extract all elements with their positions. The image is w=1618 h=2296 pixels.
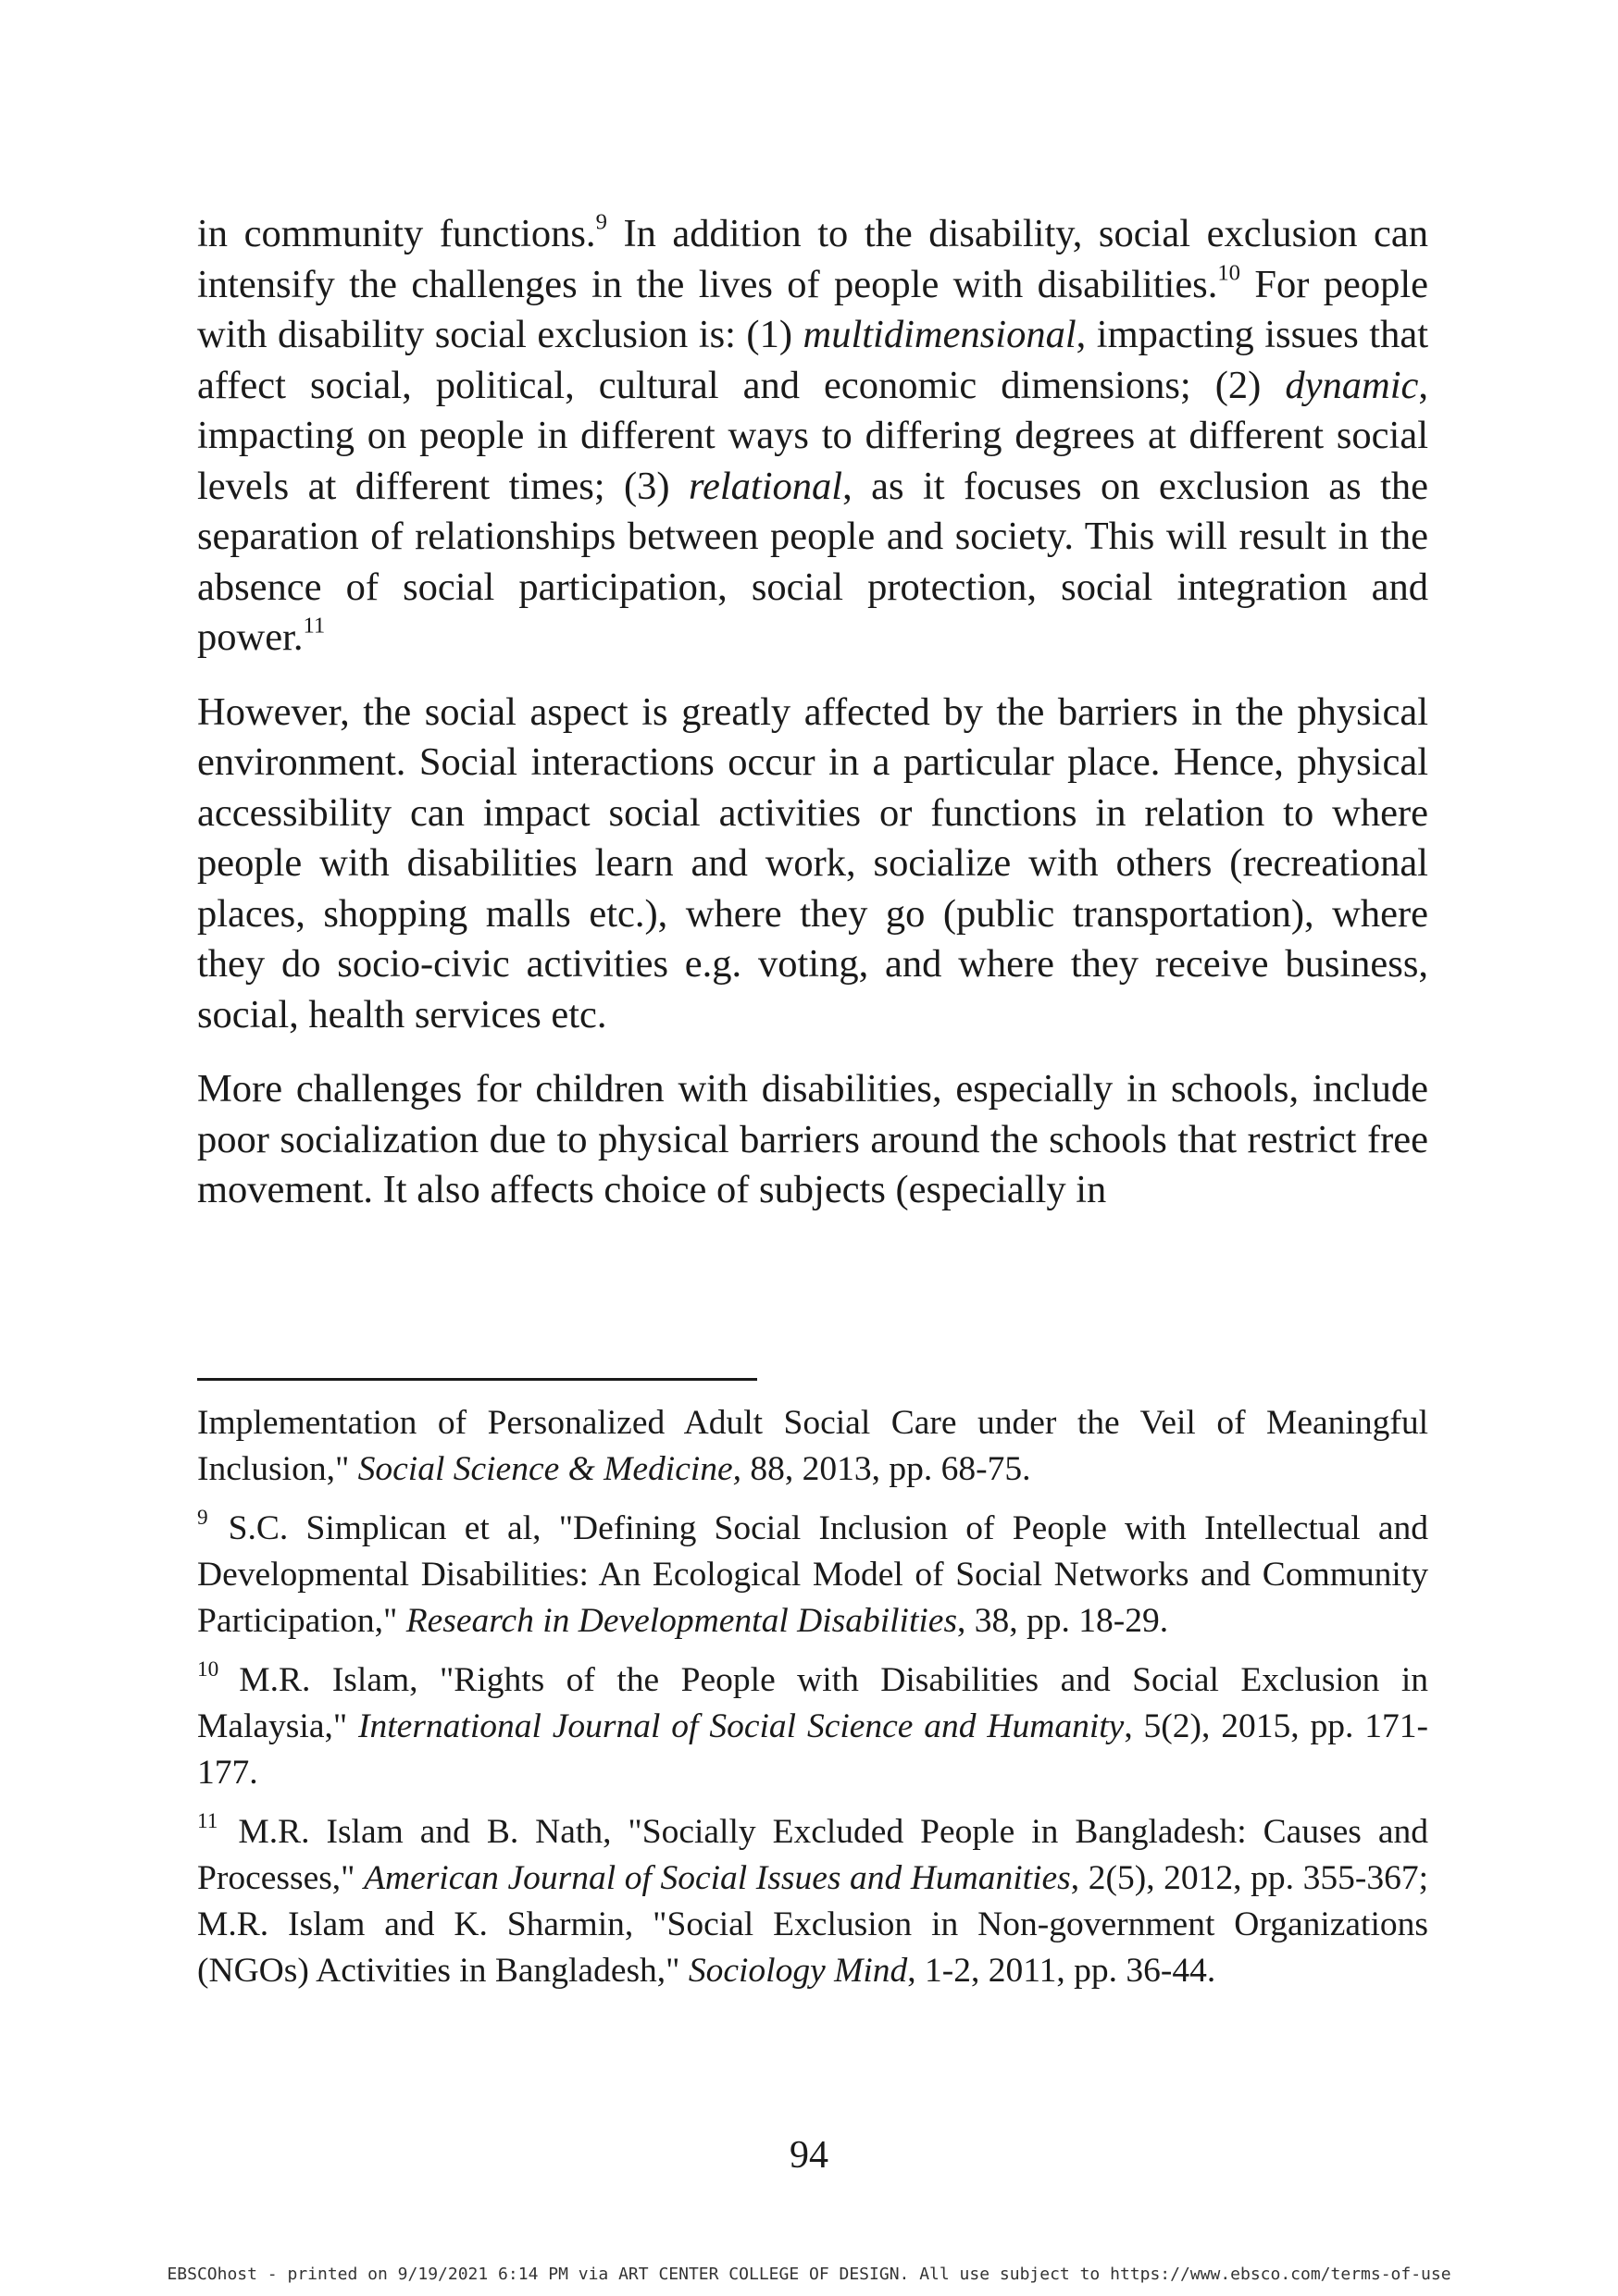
footnote-separator: [197, 1378, 757, 1381]
footnote-text: , 5(2), 2015, pp. 171-177.: [197, 1707, 1428, 1792]
footnote-text: , 2(5), 2012, pp. 355-367; M.R. Islam and K. Sharmin, "Social Exclusion in Non-government Organizations (NGOs) Activities in Bangladesh,": [197, 1859, 1428, 1990]
footnotes: [197, 1400, 1428, 2007]
footnote-text: M.R. Islam and B. Nath, "Socially Excluded People in Bangladesh: Causes and Processes,": [197, 1813, 1428, 1897]
footnote-9: [197, 1506, 1428, 1644]
emphasis-term: multidimensional: [803, 313, 1077, 356]
journal-title: Social Science & Medicine,: [357, 1450, 742, 1488]
footnote-ref-9[interactable]: 9: [595, 209, 607, 235]
paragraph-3: More challenges for children with disabilities, especially in schools, include poor socialization due to physical barriers around the schools that restrict free movement. It also affects choice of subjects (especially in: [197, 1067, 1428, 1211]
page-number: 94: [790, 2134, 828, 2177]
body-text: [197, 209, 1428, 1216]
paragraph-text: In addition to the disability, social exclusion can intensify the challenges in the lives of people with disabilities.: [197, 212, 1429, 306]
footnote-ref-10[interactable]: 10: [1217, 260, 1240, 286]
footnote-continuation: [197, 1400, 1428, 1493]
footnote-ref-11[interactable]: 11: [303, 613, 326, 639]
paragraph-2: However, the social aspect is greatly affected by the barriers in the physical environment. Social interactions occur in a particular place. Hence, physical accessibility can impact social activities or functions in relation to where people with disabilities learn and work, socialize with others (recreational places, shopping malls etc.), where they go (public transportation), where they do socio-civic activities e.g. voting, and where they receive business, social, health services etc.: [197, 689, 1428, 1036]
footnote-number: 9: [197, 1505, 208, 1530]
paragraph-text: , impacting on people in different ways to differing degrees at different social levels at different times; (3): [197, 363, 1428, 508]
footnote-number: 11: [197, 1808, 218, 1833]
footnote-text: , 38, pp. 18-29.: [957, 1602, 1169, 1640]
footnote-text: Implementation of Personalized Adult Social Care under the Veil of Meaningful Inclusion,": [197, 1404, 1428, 1488]
footnote-11: [197, 1809, 1428, 1994]
journal-title: American Journal of Social Issues and Humanities: [364, 1859, 1071, 1897]
paragraph-text: For people with disability social exclusion is: (1): [197, 262, 1429, 356]
print-watermark: EBSCOhost - printed on 9/19/2021 6:14 PM via ART CENTER COLLEGE OF DESIGN. All use subject to https://www.ebsco.com/terms-of-use: [167, 2265, 1451, 2284]
journal-title: International Journal of Social Science and Humanity: [358, 1707, 1125, 1745]
paragraph-text: in community functions.: [197, 212, 596, 255]
footnote-text: 88, 2013, pp. 68-75.: [741, 1450, 1031, 1488]
emphasis-term: dynamic: [1285, 363, 1419, 407]
footnote-text: , 1-2, 2011, pp. 36-44.: [907, 1952, 1216, 1990]
footnote-text: S.C. Simplican et al, "Defining Social Inclusion of People with Intellectual and Developmental Disabilities: An Ecological Model of Social Networks and Community Participation,": [197, 1509, 1428, 1640]
emphasis-term: relational: [689, 464, 843, 508]
footnote-text: M.R. Islam, "Rights of the People with Disabilities and Social Exclusion in Malaysia,": [197, 1661, 1428, 1745]
journal-title: Research in Developmental Disabilities: [405, 1602, 958, 1640]
journal-title: Sociology Mind: [688, 1952, 908, 1990]
paragraph-1: [197, 209, 1428, 664]
paragraph-text: , as it focuses on exclusion as the separation of relationships between people and society. This will result in the absence of social participation, social protection, social integration and power.: [197, 464, 1429, 659]
footnote-10: [197, 1657, 1428, 1796]
footnote-number: 10: [197, 1657, 219, 1682]
paragraph-text: , impacting issues that affect social, political, cultural and economic dimensions; (2): [197, 313, 1428, 407]
